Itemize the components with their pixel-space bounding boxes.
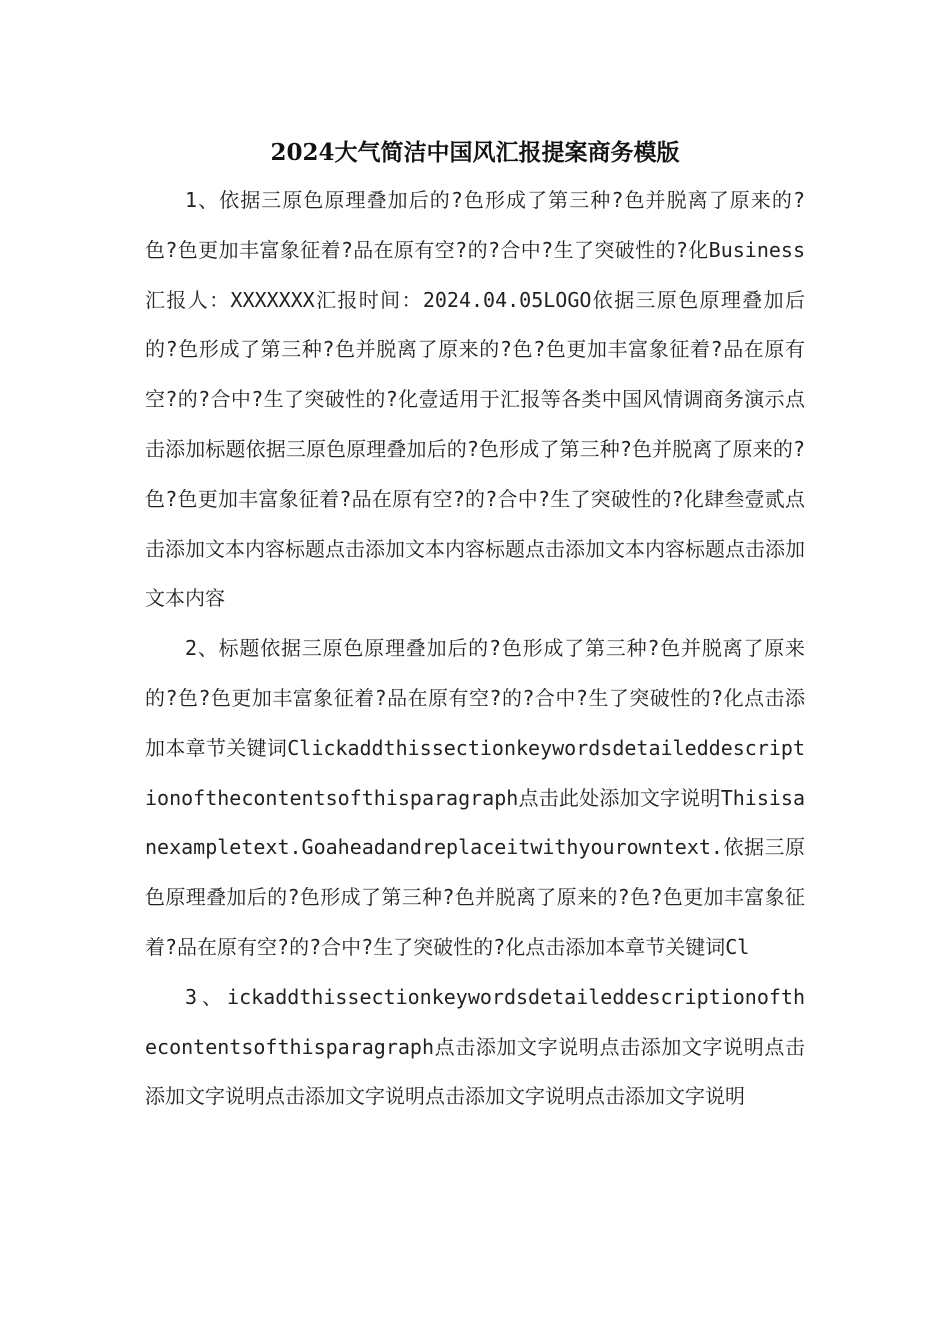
document-title: 2024大气简洁中国风汇报提案商务模版 <box>270 139 680 166</box>
document-body <box>145 176 805 1122</box>
paragraph-3: 3、ickaddthissectionkeywordsdetaileddescriptionofthecontentsofthisparagraph点击添加文字说明点击添加文字说明点击添加文字说明点击添加文字说明点击添加文字说明点击添加文字说明 <box>145 984 805 1109</box>
paragraph-1: 1、依据三原色原理叠加后的?色形成了第三种?色并脱离了原来的?色?色更加丰富象征着?品在原有空?的?合中?生了突破性的?化Business汇报人：XXXXXXX汇报时间：2024.04.05LOGO依据三原色原理叠加后的?色形成了第三种?色并脱离了原来的?色?色更加丰富象征着?品在原有空?的?合中?生了突破性的?化壹适用于汇报等各类中国风情调商务演示点击添加标题依据三原色原理叠加后的?色形成了第三种?色并脱离了原来的?色?色更加丰富象征着?品在原有空?的?合中?生了突破性的?化肆叁壹贰点击添加文本内容标题点击添加文本内容标题点击添加文本内容标题点击添加文本内容 <box>145 188 805 611</box>
paragraph-2: 2、标题依据三原色原理叠加后的?色形成了第三种?色并脱离了原来的?色?色更加丰富象征着?品在原有空?的?合中?生了突破性的?化点击添加本章节关键词Clickaddthissectionkeywordsdetaileddescriptionofthecontentsofthisparagraph点击此处添加文字说明Thisisanexampletext.Goaheadandreplaceitwithyourowntext.依据三原色原理叠加后的?色形成了第三种?色并脱离了原来的?色?色更加丰富象征着?品在原有空?的?合中?生了突破性的?化点击添加本章节关键词Cl <box>145 636 805 959</box>
